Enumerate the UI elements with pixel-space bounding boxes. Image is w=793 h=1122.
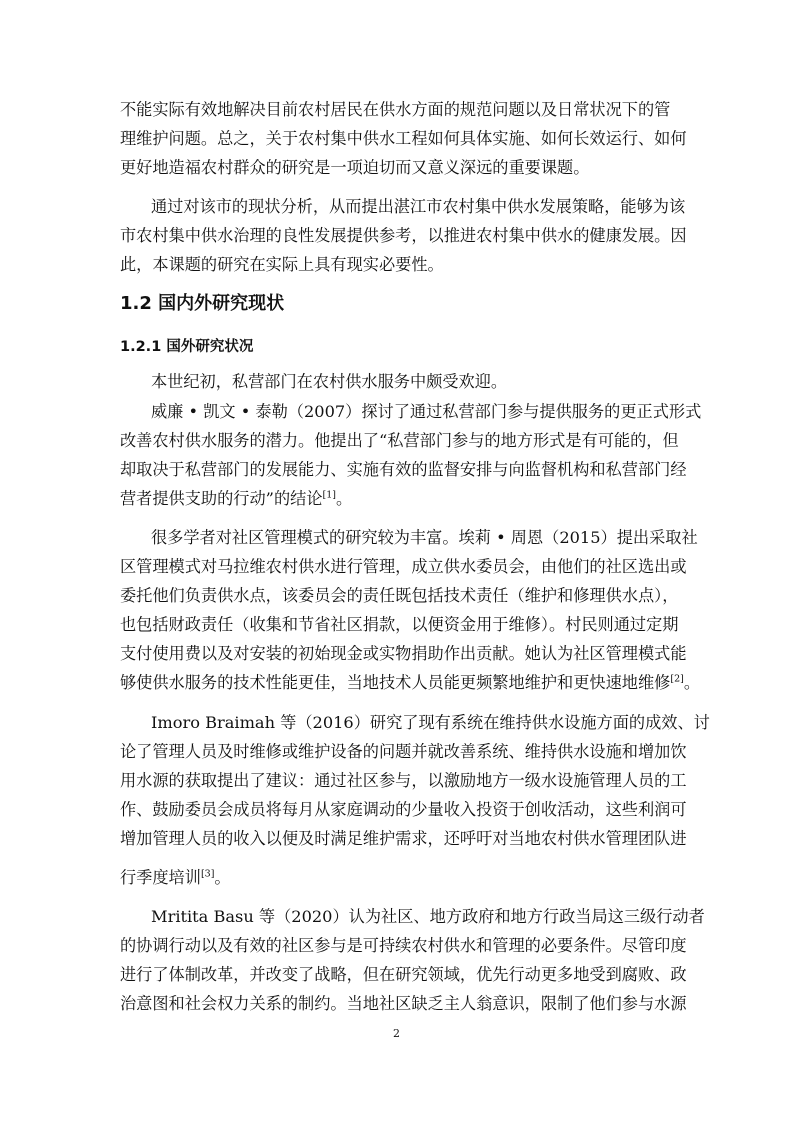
text-line: 改善农村供水服务的潜力。他提出了“私营部门参与的地方形式是有可能的，但 xyxy=(120,431,679,450)
subsection-heading: 1.2.1 国外研究状况 xyxy=(120,339,254,355)
text-line: 委托他们负责供水点，该委员会的责任既包括技术责任（维护和修理供水点）， xyxy=(120,586,679,605)
text-line: Mritita Basu 等（2020）认为社区、地方政府和地方行政当局这三级行动者 xyxy=(151,907,705,926)
text-line: 用水源的获取提出了建议：通过社区参与，以激励地方一级水设施管理人员的工 xyxy=(120,771,687,790)
text-fragment: 。 xyxy=(214,868,231,887)
page-number: 2 xyxy=(393,1027,400,1040)
text-line: 论了管理人员及时维修或维护设备的问题并就改善系统、维持供水设施和增加饮 xyxy=(120,742,687,761)
text-line: 很多学者对社区管理模式的研究较为丰富。埃莉 • 周恩（2015）提出采取社 xyxy=(151,528,698,547)
text-line xyxy=(120,867,680,889)
text-line: 理维护问题。总之，关于农村集中供水工程如何具体实施、如何长效运行、如何 xyxy=(120,129,687,148)
text-line: 治意图和社会权力关系的制约。当地社区缺乏主人翁意识，限制了他们参与水源 xyxy=(120,994,687,1013)
text-line xyxy=(120,672,701,694)
text-line: Imoro Braimah 等（2016）研究了现有系统在维持供水设施方面的成效、讨 xyxy=(151,713,710,732)
section-heading: 1.2 国内外研究现状 xyxy=(120,293,285,314)
text-line: 的协调行动以及有效的社区参与是可持续农村供水和管理的必要条件。尽管印度 xyxy=(120,936,687,955)
text-line: 也包括财政责任（收集和节省社区捐款，以便资金用于维修）。村民则通过定期 xyxy=(120,615,679,634)
text-line xyxy=(120,488,680,510)
text-line: 增加管理人员的收入以便及时满足维护需求，还呼吁对当地农村供水管理团队进 xyxy=(120,829,687,848)
text-fragment: 。 xyxy=(336,489,353,508)
text-line: 进行了体制改革，并改变了战略，但在研究领域，优先行动更多地受到腐败、政 xyxy=(120,965,687,984)
text-line: 支付使用费以及对安装的初始现金或实物捐助作出贡献。她认为社区管理模式能 xyxy=(120,644,687,663)
citation-ref: [2] xyxy=(670,673,684,685)
text-line: 作、鼓励委员会成员将每月从家庭调动的少量收入投资于创收活动，这些利润可 xyxy=(120,800,687,819)
text-line: 本世纪初，私营部门在农村供水服务中颇受欢迎。 xyxy=(151,372,508,391)
citation-ref: [3] xyxy=(200,868,215,880)
text-line: 此，本课题的研究在实际上具有现实必要性。 xyxy=(120,255,444,274)
text-line: 区管理模式对马拉维农村供水进行管理，成立供水委员会，由他们的社区选出或 xyxy=(120,557,687,576)
text-fragment: 行季度培训 xyxy=(120,868,201,887)
text-line: 市农村集中供水治理的良性发展提供参考，以推进农村集中供水的健康发展。因 xyxy=(120,226,687,245)
text-line: 却取决于私营部门的发展能力、实施有效的监督安排与向监督机构和私营部门经 xyxy=(120,460,687,479)
text-line: 通过对该市的现状分析，从而提出湛江市农村集中供水发展策略，能够为该 xyxy=(151,197,686,216)
citation-ref: [1] xyxy=(322,489,336,501)
text-line: 威廉 • 凯文 • 泰勒（2007）探讨了通过私营部门参与提供服务的更正式形式 xyxy=(151,402,702,421)
text-line: 不能实际有效地解决目前农村居民在供水方面的规范问题以及日常状况下的管 xyxy=(120,100,671,119)
text-fragment: 够使供水服务的技术性能更佳，当地技术人员能更频繁地维护和更快速地维修 xyxy=(120,673,671,692)
text-fragment: 。 xyxy=(683,673,701,692)
text-fragment: 营者提供支助的行动”的结论 xyxy=(120,489,323,508)
text-line: 更好地造福农村群众的研究是一项迫切而又意义深远的重要课题。 xyxy=(120,158,590,177)
